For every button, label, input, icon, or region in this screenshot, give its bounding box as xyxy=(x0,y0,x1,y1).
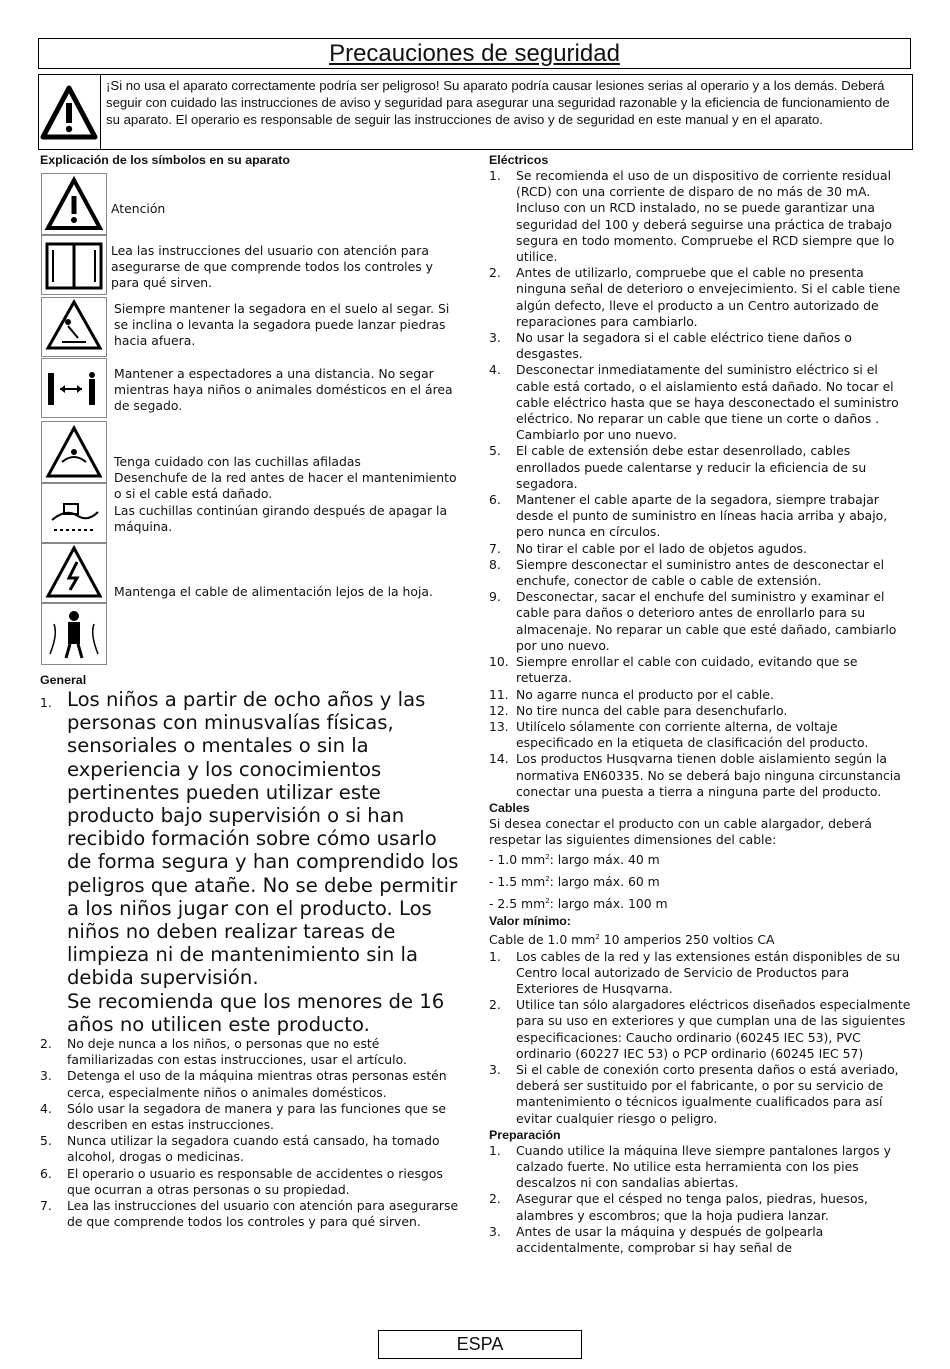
cable-away-text: Mantenga el cable de alimentación lejos de la hoja. xyxy=(114,584,433,599)
blades-text-2: Desenchufe de la red antes de hacer el mantenimiento o si el cable está dañado. xyxy=(114,470,457,502)
warning-box xyxy=(38,74,913,150)
cable-size-row: - 1.5 $mm^2$: largo máx. 60 m xyxy=(489,874,660,890)
valor-heading: Valor mínimo: xyxy=(489,914,571,929)
sharp-blades-icon xyxy=(41,421,107,483)
bystanders-distance-icon xyxy=(41,358,107,418)
electricos-item: 10. Siempre enrollar el cable con cuidado, evitando que se retuerza. xyxy=(489,654,858,686)
general-item: 4. Sólo usar la segadora de manera y para las funciones que se describen en estas instrucciones. xyxy=(40,1100,447,1133)
item-number: 1. xyxy=(40,695,52,710)
valor-item: 2. Utilice tan sólo alargadores eléctricos diseñados especialmente para su uso en exteriores y que cumplan una de las siguientes especificaciones: Caucho ordinario (60245 IEC 53), PVC ordinario (60227 IEC 53) o PCP ordinario (60245 IEC 57) xyxy=(489,997,911,1061)
valor-line: Cable de 1.0 $mm^2$ 10 amperios 250 voltios CA xyxy=(489,932,775,948)
blades-text xyxy=(114,454,459,535)
attention-label: Atención xyxy=(111,201,166,216)
thrown-objects-icon xyxy=(41,297,107,357)
valor-item: 3. Si el cable de conexión corto presenta daños o está averiado, deberá ser sustituido por el fabricante, o por su servicio de mantenimiento o técnicos igualmente cualificados para así evitar cualquier riesgo o peligro. xyxy=(489,1061,899,1126)
right-column xyxy=(489,152,913,1256)
electricos-item: 4. Desconectar inmediatamente del suministro eléctrico si el cable está cortado, o el aislamiento está dañado. No tocar el cable eléctrico hasta que se haya desconectado el suministro eléctrico. No reparar un cable que tiene un corte o daños . Cambiarlo por uno nuevo. xyxy=(489,362,899,443)
language-footer: ESPA xyxy=(378,1330,582,1359)
page-title: Precauciones de seguridad xyxy=(38,38,911,69)
general-item-1-note: Se recomienda que los menores de 16 años no utilicen este producto. xyxy=(67,989,445,1036)
read-manual-icon xyxy=(41,235,107,295)
electricos-item: 12. No tire nunca del cable para desenchufarlo. xyxy=(489,702,788,718)
general-item: 2. No deje nunca a los niños, o personas que no esté familiarizadas con estas instrucciones, usar el artículo. xyxy=(40,1036,407,1068)
general-item-1-text: Los niños a partir de ocho años y las personas con minusvalías físicas, sensoriales o mentales o sin la experiencia y los conocimientos pertinentes pueden utilizar este producto bajo supervisión o si han recibido formación sobre cómo usarlo de forma segura y han comprendido los peligros que atañe. No se debe permitir a los niños jugar con el producto. Los niños no deben realizar tareas de limpieza ni de mantenimiento sin la debida supervisión. xyxy=(67,688,459,990)
electricos-list xyxy=(489,168,913,800)
electricos-heading: Eléctricos xyxy=(489,153,549,167)
electricos-item: 2. Antes de utilizarlo, compruebe que el cable no presenta ninguna señal de deterioro o envejecimiento. Si el cable tiene algún defecto, lleve el producto a un Centro autorizado de reparaciones para cambiarlo. xyxy=(489,265,901,329)
preparacion-item: 2. Asegurar que el césped no tenga palos, piedras, huesos, alambres y escombros; que la hoja pudiera lanzar. xyxy=(489,1191,868,1223)
unplug-maintenance-icon xyxy=(41,483,107,543)
general-item xyxy=(40,688,462,1036)
general-item: 7. Lea las instrucciones del usuario con atención para asegurarse de que comprende todos los controles y para qué sirven. xyxy=(40,1198,459,1230)
cable-size-row: - 2.5 $mm^2$: largo máx. 100 m xyxy=(489,895,668,911)
preparacion-item: 1. Cuando utilice la máquina lleve siempre pantalones largos y calzado fuerte. No utilice esta herramienta con los pies descalzos ni con sandalias abiertas. xyxy=(489,1142,891,1191)
electricos-item: 13. Utilícelo sólamente con corriente alterna, de voltaje especificado en la etiqueta de clasificación del producto. xyxy=(489,718,869,751)
electricos-item: 1. Se recomienda el uso de un dispositivo de corriente residual (RCD) con una corriente de disparo de no más de 30 mA. Incluso con un RCD instalado, no se puede garantizar una seguridad del 100 y deberá seguirse una práctica de trabajo segura en todo momento. Compruebe el RCD siempre que lo utilice. xyxy=(489,168,895,265)
cables-intro: Si desea conectar el producto con un cable alargador, deberá respetar las siguientes dimensiones del cable: xyxy=(489,815,872,848)
valor-item: 1. Los cables de la red y las extensiones están disponibles de su Centro local autorizado de Servicio de Productos para Exteriores de Husqvarna. xyxy=(489,948,901,996)
electricos-item: 9. Desconectar, sacar el enchufe del suministro y examinar el cable para daños o deterioro antes de enrollarlo para su almacenaje. No reparar un cable que esté dañado, cambiarlo por uno nuevo. xyxy=(489,589,897,653)
general-item: 5. Nunca utilizar la segadora cuando está cansado, ha tomado alcohol, drogas o medicinas. xyxy=(40,1133,440,1165)
cable-away-from-blade-icon xyxy=(41,603,107,665)
electricos-item: 8. Siempre desconectar el suministro antes de desconectar el enchufe, conector de cable o cable de extensión. xyxy=(489,556,885,589)
electricos-item: 14. Los productos Husqvarna tienen doble aislamiento según la normativa EN60335. No se deberá bajo ninguna circunstancia conectar una puesta a tierra a ninguna parte del producto. xyxy=(489,751,901,799)
blades-text-3: Las cuchillas continúan girando después de apagar la máquina. xyxy=(114,502,448,534)
electricos-item: 11. No agarre nunca el producto por el cable. xyxy=(489,686,774,702)
preparacion-item: 3. Antes de usar la máquina y después de golpearla accidentalmente, comprobar si hay señal de xyxy=(489,1223,824,1255)
electric-shock-icon xyxy=(41,543,107,603)
cables-heading: Cables xyxy=(489,800,530,815)
symbols-heading: Explicación de los símbolos en su aparato xyxy=(40,153,290,167)
electricos-item: 7. No tirar el cable por el lado de objetos agudos. xyxy=(489,540,807,556)
cable-size-row: - 1.0 $mm^2$: largo máx. 40 m xyxy=(489,852,660,868)
keep-ground-text: Siempre mantener la segadora en el suelo al segar. Si se inclina o levanta la segadora puede lanzar piedras hacia afuera. xyxy=(114,301,450,349)
blades-text-1: Tenga cuidado con las cuchillas afiladas xyxy=(114,454,361,469)
electricos-item: 3. No usar la segadora si el cable eléctrico tiene daños o desgastes. xyxy=(489,330,852,362)
electricos-item: 6. Mantener el cable aparte de la segadora, siempre trabajar desde el punto de suministro en líneas hacia arriba y abajo, pero nunca en círculos. xyxy=(489,492,888,540)
attention-icon xyxy=(41,173,107,235)
valor-list xyxy=(489,949,913,1127)
general-item: 3. Detenga el uso de la máquina mientras otras personas estén cerca, especialmente niños o animales domésticos. xyxy=(40,1068,447,1100)
cable-sizes xyxy=(489,848,913,913)
preparacion-list xyxy=(489,1143,913,1256)
bystanders-text: Mantener a espectadores a una distancia. No segar mientras haya niños o animales domésticos en el área de segado. xyxy=(114,366,453,414)
preparacion-heading: Preparación xyxy=(489,1127,561,1142)
warning-text: ¡Si no usa el aparato correctamente podría ser peligroso! Su aparato podría causar lesiones serias al operario y a los demás. Deberá seguir con cuidado las instrucciones de aviso y seguridad para asegurar una seguridad razonable y la eficiencia de funcionamiento de su aparato. El operario es responsable de seguir las instrucciones de aviso y de seguridad en este manual y en el aparato. xyxy=(106,78,890,127)
warning-triangle-icon xyxy=(39,75,101,149)
general-section xyxy=(40,672,462,1230)
general-item: 6. El operario o usuario es responsable de accidentes o riesgos que ocurran a otras personas o su propiedad. xyxy=(40,1165,443,1197)
general-heading: General xyxy=(40,673,87,687)
read-manual-text: Lea las instrucciones del usuario con atención para asegurarse de que comprende todos los controles y para qué sirven. xyxy=(111,243,433,291)
electricos-item: 5. El cable de extensión debe estar desenrollado, cables enrollados puede calentarse y reducir la eficiencia de su segadora. xyxy=(489,443,867,491)
